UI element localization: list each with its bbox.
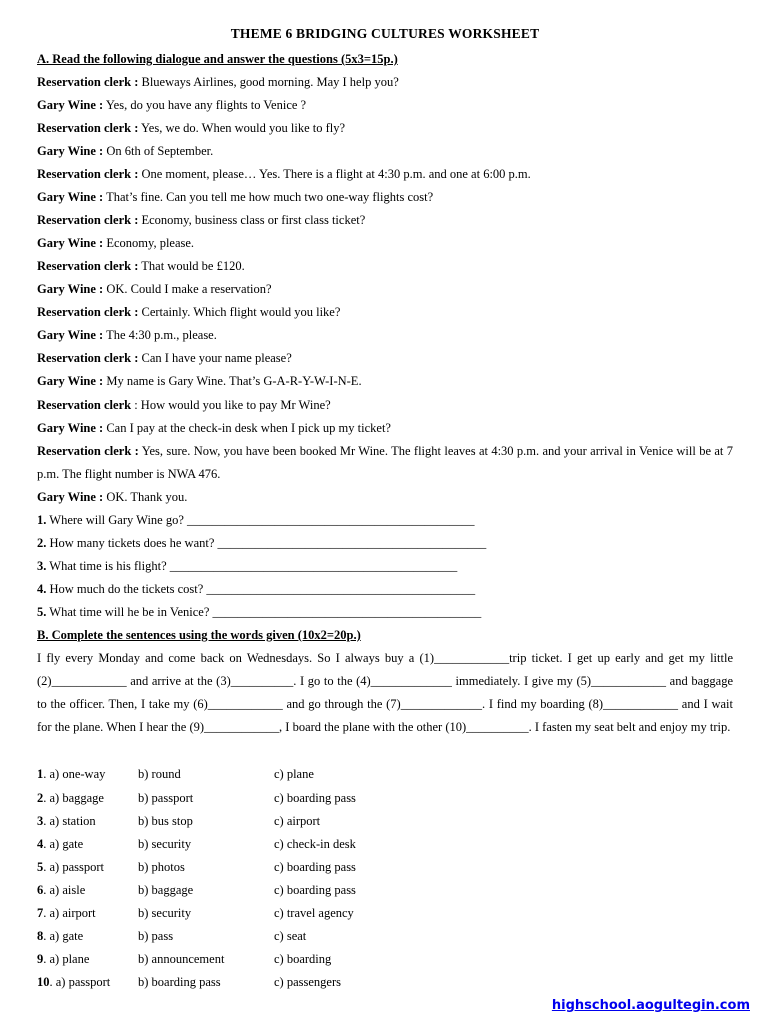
speaker-name: Reservation clerk xyxy=(37,398,132,412)
section-b-heading: B. Complete the sentences using the words given (10x2=20p.) xyxy=(37,628,361,642)
dialogue-text: Certainly. Which flight would you like? xyxy=(138,305,341,319)
option-b: b) security xyxy=(138,906,192,920)
option-number: 5 xyxy=(37,860,44,874)
option-c: c) boarding pass xyxy=(274,791,356,805)
dialogue-line xyxy=(37,213,365,228)
speaker-name: Reservation clerk : xyxy=(37,121,139,135)
option-c: c) seat xyxy=(274,929,307,943)
dialogue-line xyxy=(37,421,391,436)
option-b: b) passport xyxy=(138,791,194,805)
dialogue-text: Economy, please. xyxy=(103,236,195,250)
option-c: c) passengers xyxy=(274,975,341,989)
option-b: b) round xyxy=(138,767,181,781)
option-a: 7. a) airport xyxy=(37,906,96,920)
dialogue-text: One moment, please… Yes. There is a flight at 4:30 p.m. and one at 6:00 p.m. xyxy=(138,167,531,181)
speaker-name: Gary Wine : xyxy=(37,190,104,204)
option-a: 4. a) gate xyxy=(37,837,84,851)
dialogue-line xyxy=(37,351,292,366)
option-number: 9 xyxy=(37,952,44,966)
option-a: 8. a) gate xyxy=(37,929,84,943)
option-number: 10 xyxy=(37,975,50,989)
option-number: 4 xyxy=(37,837,44,851)
question xyxy=(37,559,457,574)
dialogue-text: On 6th of September. xyxy=(103,144,214,158)
option-b: b) pass xyxy=(138,929,174,943)
dialogue-line xyxy=(37,144,213,159)
dialogue-text: OK. Could I make a reservation? xyxy=(103,282,272,296)
dialogue-line xyxy=(37,328,217,343)
dialogue-line xyxy=(37,490,187,505)
option-number: 8 xyxy=(37,929,44,943)
question-number: 5. xyxy=(37,605,47,619)
question-number: 2. xyxy=(37,536,47,550)
question-text: What time is his flight? ______________________________________________ xyxy=(46,559,458,573)
dialogue-text: Can I pay at the check-in desk when I pick up my ticket? xyxy=(103,421,391,435)
dialogue-line xyxy=(37,75,399,90)
dialogue-text: Economy, business class or first class ticket? xyxy=(138,213,366,227)
option-number: 3 xyxy=(37,814,44,828)
worksheet-title: THEME 6 BRIDGING CULTURES WORKSHEET xyxy=(230,26,540,41)
dialogue-line xyxy=(37,282,272,297)
question-number: 3. xyxy=(37,559,47,573)
speaker-name: Reservation clerk : xyxy=(37,305,139,319)
question-number: 1. xyxy=(37,513,47,527)
option-b: b) boarding pass xyxy=(138,975,221,989)
option-b: b) security xyxy=(138,837,192,851)
speaker-name: Reservation clerk : xyxy=(37,444,139,458)
option-a: 3. a) station xyxy=(37,814,96,828)
dialogue-text: : How would you like to pay Mr Wine? xyxy=(131,398,331,412)
option-a: 2. a) baggage xyxy=(37,791,104,805)
option-b: b) announcement xyxy=(138,952,225,966)
footer-website-link[interactable]: highschool.aogultegin.com xyxy=(551,998,750,1013)
speaker-name: Gary Wine : xyxy=(37,374,104,388)
dialogue-text: That would be £120. xyxy=(138,259,245,273)
speaker-name: Reservation clerk : xyxy=(37,75,139,89)
option-c: c) boarding pass xyxy=(274,860,356,874)
fill-in-paragraph: I fly every Monday and come back on Wednesdays. So I always buy a (1)____________trip ticket. I get up early and get my little (2)____________ and arrive at the (3)__________. I go to the (4)_____________ immediately. I give my (5)____________ and baggage to the officer. Then, I take my (6)____________ and go through the (7)_____________. I find my boarding (8)____________ and I wait for the plane. When I hear the (9)____________, I board the plane with the other (10)__________. I fasten my seat belt and enjoy my trip. xyxy=(37,651,733,735)
speaker-name: Gary Wine : xyxy=(37,282,104,296)
option-c: c) boarding xyxy=(274,952,332,966)
dialogue-text: My name is Gary Wine. That’s G-A-R-Y-W-I-N-E. xyxy=(103,374,362,388)
option-number: 2 xyxy=(37,791,44,805)
option-c: c) plane xyxy=(274,767,314,781)
dialogue-text: That’s fine. Can you tell me how much two one-way flights cost? xyxy=(103,190,434,204)
option-a: 5. a) passport xyxy=(37,860,104,874)
dialogue-text: Yes, do you have any flights to Venice ? xyxy=(103,98,307,112)
question xyxy=(37,582,475,597)
option-b: b) photos xyxy=(138,860,185,874)
dialogue-line-long xyxy=(37,440,733,486)
option-a: 10. a) passport xyxy=(37,975,111,989)
dialogue-text: The 4:30 p.m., please. xyxy=(103,328,217,342)
dialogue-text: Can I have your name please? xyxy=(138,351,292,365)
option-b: b) baggage xyxy=(138,883,194,897)
question xyxy=(37,513,475,528)
dialogue-text: Yes, sure. Now, you have been booked Mr Wine. The flight leaves at 4:30 p.m. and your arrival in Venice will be at 7 p.m. The flight number is NWA 476. xyxy=(37,444,733,482)
option-a: 9. a) plane xyxy=(37,952,90,966)
dialogue-line xyxy=(37,305,340,320)
speaker-name: Reservation clerk : xyxy=(37,167,139,181)
option-number: 1 xyxy=(37,767,44,781)
option-number: 7 xyxy=(37,906,44,920)
speaker-name: Reservation clerk : xyxy=(37,213,139,227)
dialogue-line xyxy=(37,398,331,413)
dialogue-line xyxy=(37,236,194,251)
section-a-heading: A. Read the following dialogue and answer the questions (5x3=15p.) xyxy=(37,52,398,66)
dialogue-line xyxy=(37,98,306,113)
dialogue-line xyxy=(37,167,531,182)
speaker-name: Gary Wine : xyxy=(37,144,104,158)
dialogue-line xyxy=(37,190,433,205)
speaker-name: Gary Wine : xyxy=(37,490,104,504)
question-text: How many tickets does he want? ___________________________________________ xyxy=(46,536,487,550)
question-number: 4. xyxy=(37,582,47,596)
option-c: c) boarding pass xyxy=(274,883,356,897)
question-text: How much do the tickets cost? ___________________________________________ xyxy=(46,582,476,596)
option-c: c) check-in desk xyxy=(274,837,356,851)
option-c: c) airport xyxy=(274,814,321,828)
dialogue-text: Blueways Airlines, good morning. May I help you? xyxy=(138,75,399,89)
question xyxy=(37,536,486,551)
question-text: Where will Gary Wine go? ______________________________________________ xyxy=(46,513,475,527)
speaker-name: Gary Wine : xyxy=(37,328,104,342)
dialogue-line xyxy=(37,374,362,389)
speaker-name: Reservation clerk : xyxy=(37,259,139,273)
option-b: b) bus stop xyxy=(138,814,193,828)
option-a: 6. a) aisle xyxy=(37,883,86,897)
question xyxy=(37,605,481,620)
speaker-name: Gary Wine : xyxy=(37,98,104,112)
option-number: 6 xyxy=(37,883,44,897)
dialogue-line xyxy=(37,259,245,274)
speaker-name: Gary Wine : xyxy=(37,236,104,250)
question-text: What time will he be in Venice? ___________________________________________ xyxy=(46,605,482,619)
speaker-name: Gary Wine : xyxy=(37,421,104,435)
dialogue-text: OK. Thank you. xyxy=(103,490,188,504)
speaker-name: Reservation clerk : xyxy=(37,351,139,365)
option-a: 1. a) one-way xyxy=(37,767,106,781)
dialogue-line xyxy=(37,121,345,136)
dialogue-text: Yes, we do. When would you like to fly? xyxy=(138,121,346,135)
option-c: c) travel agency xyxy=(274,906,354,920)
